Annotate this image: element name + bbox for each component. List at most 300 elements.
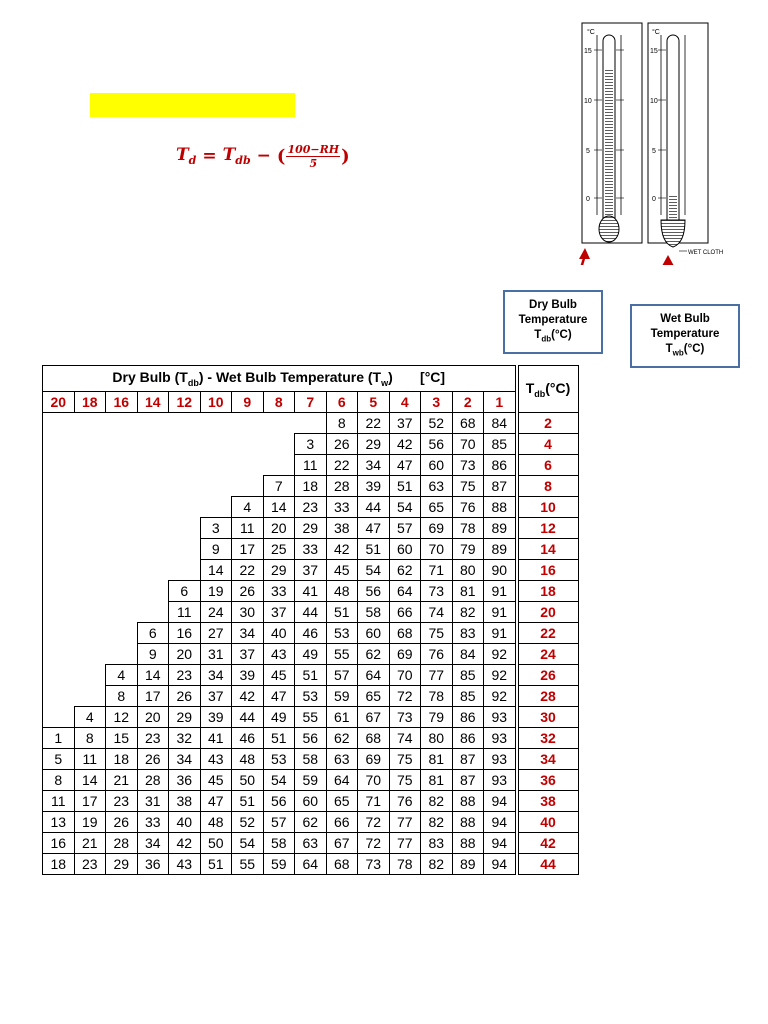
humidity-value-cell: 54 bbox=[232, 833, 264, 854]
humidity-value-cell: 70 bbox=[358, 770, 390, 791]
humidity-value-cell: 28 bbox=[106, 833, 138, 854]
empty-cell bbox=[200, 497, 232, 518]
table-row bbox=[43, 644, 579, 665]
empty-cell bbox=[74, 560, 106, 581]
humidity-value-cell: 34 bbox=[200, 665, 232, 686]
empty-cell bbox=[74, 434, 106, 455]
empty-cell bbox=[106, 644, 138, 665]
humidity-value-cell: 51 bbox=[200, 854, 232, 875]
humidity-value-cell: 22 bbox=[232, 560, 264, 581]
empty-cell bbox=[169, 497, 201, 518]
humidity-value-cell: 30 bbox=[232, 602, 264, 623]
humidity-value-cell: 38 bbox=[169, 791, 201, 812]
humidity-value-cell: 70 bbox=[452, 434, 484, 455]
humidity-value-cell: 60 bbox=[358, 623, 390, 644]
humidity-value-cell: 80 bbox=[421, 728, 453, 749]
dry-bulb-temp-cell: 6 bbox=[518, 455, 578, 476]
humidity-value-cell: 18 bbox=[106, 749, 138, 770]
empty-cell bbox=[169, 434, 201, 455]
dry-bulb-temp-cell: 34 bbox=[518, 749, 578, 770]
empty-cell bbox=[106, 518, 138, 539]
formula-fraction: $\frac{100-RH}{5}$ bbox=[287, 142, 340, 170]
humidity-value-cell: 85 bbox=[484, 434, 516, 455]
humidity-value-cell: 63 bbox=[326, 749, 358, 770]
difference-header: 5 bbox=[358, 392, 390, 413]
difference-header: 1 bbox=[484, 392, 516, 413]
empty-cell bbox=[169, 413, 201, 434]
humidity-value-cell: 23 bbox=[106, 791, 138, 812]
humidity-value-cell: 76 bbox=[452, 497, 484, 518]
humidity-value-cell: 3 bbox=[200, 518, 232, 539]
humidity-value-cell: 92 bbox=[484, 644, 516, 665]
humidity-value-cell: 52 bbox=[232, 812, 264, 833]
difference-header: 7 bbox=[295, 392, 327, 413]
empty-cell bbox=[43, 686, 75, 707]
humidity-value-cell: 20 bbox=[169, 644, 201, 665]
humidity-value-cell: 37 bbox=[295, 560, 327, 581]
empty-cell bbox=[106, 539, 138, 560]
difference-header: 20 bbox=[43, 392, 75, 413]
humidity-value-cell: 54 bbox=[358, 560, 390, 581]
humidity-value-cell: 11 bbox=[74, 749, 106, 770]
empty-cell bbox=[106, 623, 138, 644]
humidity-value-cell: 18 bbox=[43, 854, 75, 875]
humidity-value-cell: 51 bbox=[326, 602, 358, 623]
humidity-value-cell: 51 bbox=[295, 665, 327, 686]
humidity-value-cell: 42 bbox=[232, 686, 264, 707]
dry-bulb-callout: Dry Bulb Temperature $T_{db}(^\circ C)$ bbox=[503, 290, 603, 354]
empty-cell bbox=[137, 602, 169, 623]
empty-cell bbox=[169, 539, 201, 560]
dry-tick-10: 10 bbox=[584, 98, 592, 105]
humidity-value-cell: 93 bbox=[484, 770, 516, 791]
humidity-value-cell: 63 bbox=[295, 833, 327, 854]
humidity-value-cell: 20 bbox=[263, 518, 295, 539]
empty-cell bbox=[137, 434, 169, 455]
humidity-value-cell: 71 bbox=[358, 791, 390, 812]
humidity-value-cell: 56 bbox=[295, 728, 327, 749]
table-row bbox=[43, 854, 579, 875]
humidity-value-cell: 7 bbox=[263, 476, 295, 497]
humidity-value-cell: 4 bbox=[74, 707, 106, 728]
humidity-value-cell: 14 bbox=[74, 770, 106, 791]
wet-bulb-callout: Wet Bulb Temperature $T_{wb}(^\circ C)$ bbox=[630, 304, 740, 368]
humidity-value-cell: 68 bbox=[452, 413, 484, 434]
humidity-value-cell: 50 bbox=[200, 833, 232, 854]
humidity-value-cell: 6 bbox=[169, 581, 201, 602]
difference-header: 9 bbox=[232, 392, 264, 413]
humidity-value-cell: 75 bbox=[421, 623, 453, 644]
humidity-value-cell: 57 bbox=[389, 518, 421, 539]
humidity-value-cell: 78 bbox=[421, 686, 453, 707]
dry-bulb-temp-cell: 20 bbox=[518, 602, 578, 623]
humidity-value-cell: 65 bbox=[421, 497, 453, 518]
humidity-value-cell: 93 bbox=[484, 749, 516, 770]
humidity-value-cell: 1 bbox=[43, 728, 75, 749]
humidity-value-cell: 91 bbox=[484, 581, 516, 602]
humidity-value-cell: 51 bbox=[232, 791, 264, 812]
humidity-value-cell: 94 bbox=[484, 812, 516, 833]
humidity-value-cell: 79 bbox=[452, 539, 484, 560]
humidity-value-cell: 52 bbox=[421, 413, 453, 434]
empty-cell bbox=[74, 413, 106, 434]
empty-cell bbox=[74, 497, 106, 518]
humidity-value-cell: 62 bbox=[389, 560, 421, 581]
humidity-value-cell: 82 bbox=[421, 791, 453, 812]
formula-lhs: $T_d$ bbox=[176, 145, 197, 167]
humidity-value-cell: 68 bbox=[389, 623, 421, 644]
table-row bbox=[43, 623, 579, 644]
table-row bbox=[43, 434, 579, 455]
humidity-value-cell: 77 bbox=[389, 812, 421, 833]
humidity-value-cell: 32 bbox=[169, 728, 201, 749]
humidity-value-cell: 58 bbox=[263, 833, 295, 854]
humidity-value-cell: 45 bbox=[263, 665, 295, 686]
empty-cell bbox=[43, 413, 75, 434]
humidity-value-cell: 45 bbox=[200, 770, 232, 791]
humidity-value-cell: 86 bbox=[452, 728, 484, 749]
humidity-value-cell: 29 bbox=[169, 707, 201, 728]
humidity-value-cell: 34 bbox=[137, 833, 169, 854]
table-row bbox=[43, 707, 579, 728]
empty-cell bbox=[263, 413, 295, 434]
humidity-value-cell: 4 bbox=[232, 497, 264, 518]
humidity-value-cell: 53 bbox=[326, 623, 358, 644]
empty-cell bbox=[295, 413, 327, 434]
empty-cell bbox=[169, 455, 201, 476]
wet-tick-0: 0 bbox=[652, 196, 656, 203]
humidity-value-cell: 81 bbox=[421, 749, 453, 770]
humidity-value-cell: 82 bbox=[421, 854, 453, 875]
difference-header: 4 bbox=[389, 392, 421, 413]
humidity-value-cell: 76 bbox=[389, 791, 421, 812]
difference-header: 2 bbox=[452, 392, 484, 413]
dry-bulb-temp-cell: 16 bbox=[518, 560, 578, 581]
humidity-value-cell: 83 bbox=[452, 623, 484, 644]
empty-cell bbox=[106, 413, 138, 434]
empty-cell bbox=[106, 602, 138, 623]
humidity-value-cell: 47 bbox=[200, 791, 232, 812]
table-row bbox=[43, 686, 579, 707]
humidity-value-cell: 55 bbox=[326, 644, 358, 665]
humidity-value-cell: 18 bbox=[295, 476, 327, 497]
humidity-value-cell: 78 bbox=[452, 518, 484, 539]
humidity-value-cell: 42 bbox=[326, 539, 358, 560]
empty-cell bbox=[137, 539, 169, 560]
humidity-value-cell: 87 bbox=[452, 749, 484, 770]
humidity-value-cell: 89 bbox=[484, 539, 516, 560]
humidity-value-cell: 26 bbox=[137, 749, 169, 770]
empty-cell bbox=[106, 497, 138, 518]
empty-cell bbox=[74, 686, 106, 707]
humidity-value-cell: 39 bbox=[232, 665, 264, 686]
humidity-value-cell: 11 bbox=[169, 602, 201, 623]
wet-tick-15: 15 bbox=[650, 48, 658, 55]
humidity-value-cell: 80 bbox=[452, 560, 484, 581]
humidity-value-cell: 93 bbox=[484, 728, 516, 749]
dry-tick-0: 0 bbox=[586, 196, 590, 203]
difference-header: 12 bbox=[169, 392, 201, 413]
humidity-value-cell: 87 bbox=[484, 476, 516, 497]
table-row bbox=[43, 518, 579, 539]
humidity-value-cell: 72 bbox=[389, 686, 421, 707]
humidity-value-cell: 46 bbox=[232, 728, 264, 749]
humidity-value-cell: 93 bbox=[484, 707, 516, 728]
humidity-value-cell: 34 bbox=[232, 623, 264, 644]
humidity-value-cell: 37 bbox=[263, 602, 295, 623]
humidity-value-cell: 66 bbox=[326, 812, 358, 833]
empty-cell bbox=[200, 476, 232, 497]
humidity-value-cell: 51 bbox=[358, 539, 390, 560]
humidity-value-cell: 54 bbox=[389, 497, 421, 518]
humidity-value-cell: 48 bbox=[200, 812, 232, 833]
table-title: Dry Bulb $(T_{db})$ - Wet Bulb Temperature $(T_w)$ [°C] bbox=[43, 366, 516, 392]
empty-cell bbox=[200, 413, 232, 434]
empty-cell bbox=[74, 476, 106, 497]
humidity-value-cell: 75 bbox=[452, 476, 484, 497]
humidity-value-cell: 62 bbox=[295, 812, 327, 833]
humidity-value-cell: 26 bbox=[326, 434, 358, 455]
empty-cell bbox=[106, 434, 138, 455]
humidity-value-cell: 16 bbox=[169, 623, 201, 644]
humidity-value-cell: 13 bbox=[43, 812, 75, 833]
humidity-value-cell: 41 bbox=[200, 728, 232, 749]
table-row bbox=[43, 812, 579, 833]
dry-bulb-temp-cell: 26 bbox=[518, 665, 578, 686]
humidity-value-cell: 75 bbox=[389, 749, 421, 770]
empty-cell bbox=[263, 455, 295, 476]
humidity-value-cell: 34 bbox=[169, 749, 201, 770]
humidity-value-cell: 23 bbox=[74, 854, 106, 875]
yellow-highlight-bar bbox=[90, 93, 295, 117]
humidity-value-cell: 87 bbox=[452, 770, 484, 791]
humidity-value-cell: 94 bbox=[484, 854, 516, 875]
humidity-value-cell: 68 bbox=[358, 728, 390, 749]
table-row bbox=[43, 728, 579, 749]
humidity-value-cell: 44 bbox=[358, 497, 390, 518]
wet-tick-5: 5 bbox=[652, 148, 656, 155]
humidity-value-cell: 78 bbox=[389, 854, 421, 875]
empty-cell bbox=[106, 455, 138, 476]
difference-header: 3 bbox=[421, 392, 453, 413]
thermometers-illustration bbox=[575, 15, 735, 265]
humidity-value-cell: 88 bbox=[484, 497, 516, 518]
humidity-value-cell: 37 bbox=[200, 686, 232, 707]
empty-cell bbox=[74, 539, 106, 560]
humidity-value-cell: 57 bbox=[326, 665, 358, 686]
humidity-value-cell: 64 bbox=[295, 854, 327, 875]
wet-arrow bbox=[662, 255, 674, 265]
humidity-value-cell: 81 bbox=[452, 581, 484, 602]
humidity-value-cell: 42 bbox=[389, 434, 421, 455]
humidity-table-container bbox=[42, 365, 579, 875]
dry-bulb-temp-cell: 10 bbox=[518, 497, 578, 518]
empty-cell bbox=[74, 602, 106, 623]
humidity-value-cell: 36 bbox=[137, 854, 169, 875]
dry-bulb-temp-cell: 8 bbox=[518, 476, 578, 497]
empty-cell bbox=[43, 623, 75, 644]
humidity-value-cell: 60 bbox=[295, 791, 327, 812]
difference-header: 16 bbox=[106, 392, 138, 413]
humidity-value-cell: 15 bbox=[106, 728, 138, 749]
empty-cell bbox=[263, 434, 295, 455]
empty-cell bbox=[43, 539, 75, 560]
humidity-value-cell: 37 bbox=[389, 413, 421, 434]
humidity-value-cell: 33 bbox=[137, 812, 169, 833]
empty-cell bbox=[43, 602, 75, 623]
dry-unit-label: °C bbox=[587, 29, 595, 36]
humidity-value-cell: 47 bbox=[358, 518, 390, 539]
humidity-value-cell: 56 bbox=[421, 434, 453, 455]
humidity-value-cell: 59 bbox=[295, 770, 327, 791]
table-row bbox=[43, 665, 579, 686]
wet-bulb-thermometer bbox=[648, 23, 723, 256]
table-row bbox=[43, 833, 579, 854]
humidity-value-cell: 17 bbox=[137, 686, 169, 707]
humidity-value-cell: 81 bbox=[421, 770, 453, 791]
difference-header: 8 bbox=[263, 392, 295, 413]
humidity-value-cell: 41 bbox=[295, 581, 327, 602]
empty-cell bbox=[232, 476, 264, 497]
humidity-value-cell: 28 bbox=[137, 770, 169, 791]
empty-cell bbox=[137, 560, 169, 581]
humidity-value-cell: 11 bbox=[232, 518, 264, 539]
humidity-value-cell: 77 bbox=[421, 665, 453, 686]
humidity-value-cell: 68 bbox=[326, 854, 358, 875]
humidity-value-cell: 56 bbox=[358, 581, 390, 602]
table-row bbox=[43, 749, 579, 770]
humidity-value-cell: 28 bbox=[326, 476, 358, 497]
humidity-value-cell: 11 bbox=[43, 791, 75, 812]
humidity-value-cell: 73 bbox=[389, 707, 421, 728]
humidity-value-cell: 39 bbox=[358, 476, 390, 497]
dry-bulb-thermometer bbox=[582, 23, 642, 243]
humidity-value-cell: 8 bbox=[326, 413, 358, 434]
dew-point-formula: $T_d$ = $T_{db}$ − ( $\frac{100-RH}{5}$ ) bbox=[176, 142, 350, 170]
humidity-value-cell: 88 bbox=[452, 812, 484, 833]
dry-bulb-temp-cell: 36 bbox=[518, 770, 578, 791]
humidity-value-cell: 75 bbox=[389, 770, 421, 791]
humidity-value-cell: 49 bbox=[295, 644, 327, 665]
empty-cell bbox=[74, 455, 106, 476]
humidity-value-cell: 37 bbox=[232, 644, 264, 665]
empty-cell bbox=[43, 644, 75, 665]
humidity-value-cell: 8 bbox=[43, 770, 75, 791]
empty-cell bbox=[200, 455, 232, 476]
humidity-value-cell: 56 bbox=[263, 791, 295, 812]
humidity-value-cell: 45 bbox=[326, 560, 358, 581]
empty-cell bbox=[200, 434, 232, 455]
table-row bbox=[43, 791, 579, 812]
humidity-value-cell: 90 bbox=[484, 560, 516, 581]
humidity-value-cell: 59 bbox=[326, 686, 358, 707]
empty-cell bbox=[43, 665, 75, 686]
humidity-value-cell: 74 bbox=[389, 728, 421, 749]
humidity-value-cell: 60 bbox=[389, 539, 421, 560]
humidity-value-cell: 55 bbox=[295, 707, 327, 728]
difference-header: 18 bbox=[74, 392, 106, 413]
humidity-value-cell: 9 bbox=[137, 644, 169, 665]
empty-cell bbox=[232, 434, 264, 455]
humidity-value-cell: 63 bbox=[421, 476, 453, 497]
empty-cell bbox=[74, 581, 106, 602]
empty-cell bbox=[43, 707, 75, 728]
table-row bbox=[43, 581, 579, 602]
humidity-value-cell: 88 bbox=[452, 791, 484, 812]
humidity-value-cell: 51 bbox=[263, 728, 295, 749]
humidity-value-cell: 8 bbox=[74, 728, 106, 749]
humidity-value-cell: 85 bbox=[452, 686, 484, 707]
table-row bbox=[43, 455, 579, 476]
humidity-value-cell: 31 bbox=[200, 644, 232, 665]
dry-bulb-temp-cell: 30 bbox=[518, 707, 578, 728]
empty-cell bbox=[43, 476, 75, 497]
humidity-value-cell: 23 bbox=[295, 497, 327, 518]
humidity-value-cell: 65 bbox=[358, 686, 390, 707]
humidity-value-cell: 19 bbox=[200, 581, 232, 602]
humidity-value-cell: 19 bbox=[74, 812, 106, 833]
humidity-value-cell: 23 bbox=[169, 665, 201, 686]
humidity-value-cell: 12 bbox=[106, 707, 138, 728]
humidity-value-cell: 83 bbox=[421, 833, 453, 854]
humidity-value-cell: 84 bbox=[452, 644, 484, 665]
dry-bulb-temp-cell: 42 bbox=[518, 833, 578, 854]
wet-tick-10: 10 bbox=[650, 98, 658, 105]
empty-cell bbox=[137, 476, 169, 497]
humidity-value-cell: 14 bbox=[263, 497, 295, 518]
humidity-value-cell: 62 bbox=[326, 728, 358, 749]
humidity-value-cell: 70 bbox=[389, 665, 421, 686]
empty-cell bbox=[74, 623, 106, 644]
humidity-value-cell: 43 bbox=[200, 749, 232, 770]
humidity-value-cell: 64 bbox=[326, 770, 358, 791]
humidity-value-cell: 58 bbox=[295, 749, 327, 770]
humidity-value-cell: 47 bbox=[263, 686, 295, 707]
humidity-value-cell: 16 bbox=[43, 833, 75, 854]
humidity-value-cell: 77 bbox=[389, 833, 421, 854]
humidity-value-cell: 64 bbox=[389, 581, 421, 602]
empty-cell bbox=[43, 434, 75, 455]
humidity-value-cell: 14 bbox=[137, 665, 169, 686]
humidity-value-cell: 48 bbox=[326, 581, 358, 602]
empty-cell bbox=[74, 644, 106, 665]
dry-bulb-temp-cell: 44 bbox=[518, 854, 578, 875]
humidity-value-cell: 53 bbox=[263, 749, 295, 770]
humidity-value-cell: 89 bbox=[484, 518, 516, 539]
humidity-value-cell: 57 bbox=[263, 812, 295, 833]
empty-cell bbox=[74, 518, 106, 539]
humidity-value-cell: 84 bbox=[484, 413, 516, 434]
humidity-value-cell: 76 bbox=[421, 644, 453, 665]
difference-header-row bbox=[43, 392, 579, 413]
humidity-value-cell: 43 bbox=[263, 644, 295, 665]
humidity-value-cell: 69 bbox=[389, 644, 421, 665]
humidity-value-cell: 21 bbox=[74, 833, 106, 854]
humidity-value-cell: 62 bbox=[358, 644, 390, 665]
empty-cell bbox=[43, 455, 75, 476]
dry-bulb-temp-cell: 18 bbox=[518, 581, 578, 602]
empty-cell bbox=[106, 581, 138, 602]
humidity-value-cell: 8 bbox=[106, 686, 138, 707]
table-row bbox=[43, 413, 579, 434]
table-row bbox=[43, 497, 579, 518]
dry-bulb-temp-cell: 24 bbox=[518, 644, 578, 665]
humidity-value-cell: 42 bbox=[169, 833, 201, 854]
dry-bulb-temp-cell: 4 bbox=[518, 434, 578, 455]
humidity-value-cell: 29 bbox=[263, 560, 295, 581]
dry-bulb-temp-cell: 32 bbox=[518, 728, 578, 749]
humidity-value-cell: 51 bbox=[389, 476, 421, 497]
